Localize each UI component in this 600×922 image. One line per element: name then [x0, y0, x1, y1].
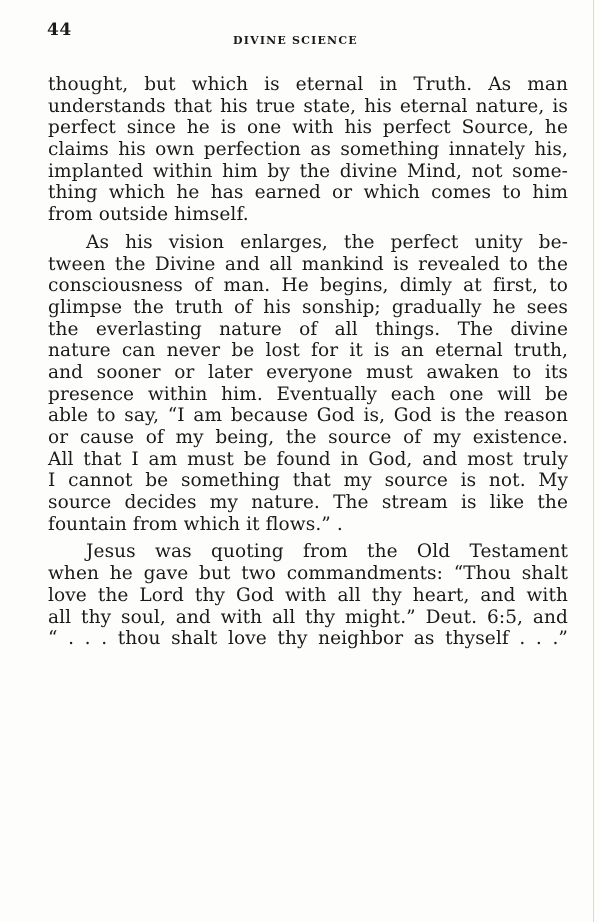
text-line: and sooner or later everyone must awaken to its — [48, 361, 568, 383]
page-edge — [593, 0, 594, 922]
text-line: consciousness of man. He begins, dimly at first, to — [48, 275, 568, 297]
paragraph-2 — [48, 232, 568, 536]
running-head — [47, 20, 567, 50]
text-line: As his vision enlarges, the perfect unity be- — [86, 231, 568, 253]
paragraph-1 — [48, 74, 568, 226]
paragraph-3 — [48, 541, 568, 649]
text-line: tween the Divine and all mankind is revealed to the — [48, 253, 568, 275]
text-line: or cause of my being, the source of my existence. — [48, 427, 568, 448]
page-number: 44 — [47, 20, 72, 40]
text-line: presence within him. Eventually each one will be — [48, 383, 568, 405]
text-line: love the Lord thy God with all thy heart, and with — [48, 584, 568, 606]
text-line: Jesus was quoting from the Old Testament — [86, 541, 568, 563]
text-line: perfect since he is one with his perfect Source, he — [48, 117, 568, 139]
text-line: “ . . . thou shalt love thy neighbor as thyself . . .” — [48, 628, 568, 650]
text-line: able to say, “I am because God is, God is the reason — [48, 405, 568, 427]
text-line: claims his own perfection as something innately his, — [48, 139, 568, 161]
text-line: when he gave but two commandments: “Thou shalt — [48, 563, 568, 585]
text-line: understands that his true state, his eternal nature, is — [48, 95, 568, 117]
text-line: source decides my nature. The stream is like the — [48, 492, 568, 514]
text-line: from outside himself. — [48, 204, 249, 226]
text-line: fountain from which it flows.” . — [48, 513, 343, 535]
text-line: glimpse the truth of his sonship; gradually he sees — [48, 296, 568, 318]
text-line: thought, but which is eternal in Truth. As man — [48, 74, 568, 95]
body-text — [48, 74, 568, 650]
text-line: All that I am must be found in God, and most truly — [48, 448, 568, 470]
text-line: the everlasting nature of all things. The divine — [48, 318, 568, 340]
text-line: nature can never be lost for it is an eternal truth, — [48, 340, 568, 362]
text-line: implanted within him by the divine Mind, not some- — [48, 160, 568, 182]
text-line: all thy soul, and with all thy might.” Deut. 6:5, and — [48, 606, 568, 628]
running-title: DIVINE SCIENCE — [233, 34, 358, 47]
text-line: I cannot be something that my source is not. My — [48, 470, 568, 492]
text-line: thing which he has earned or which comes to him — [48, 182, 568, 204]
